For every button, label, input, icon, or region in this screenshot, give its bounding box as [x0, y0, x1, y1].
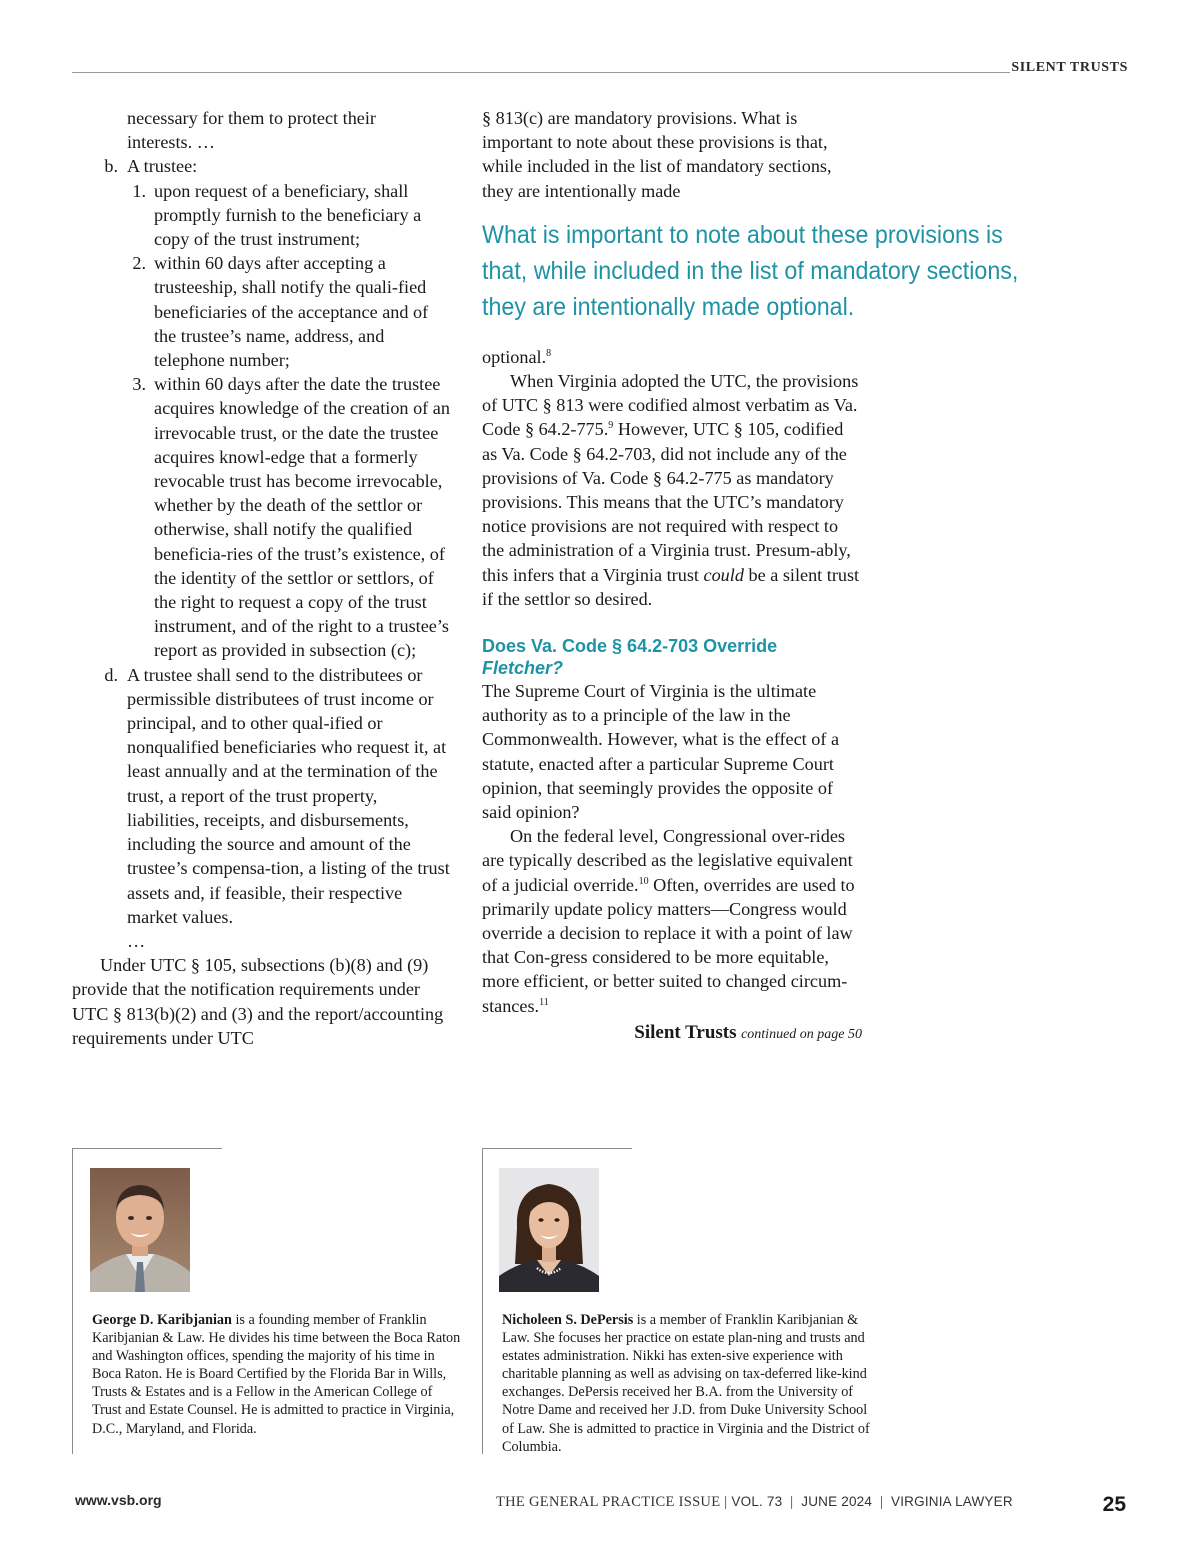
section-label: SILENT TRUSTS — [1011, 60, 1128, 75]
list-marker: b. — [104, 156, 118, 177]
footnote-ref: 8 — [546, 347, 552, 359]
left-column — [72, 106, 450, 1050]
list-item-text: within 60 days after the date the trustee acquires knowledge of the creation of an irrevocable trust, or the date the trustee acquires knowl-edge that a formerly revocable trust has become irrevocable, whether by the death of the settlor or otherwise, shall notify the qualified beneficia-ries of the trust’s existence, of the identity of the settlor or settlors, of the right to request a copy of the trust instrument, and of the right to a trustee’s report as provided in subsection (c); — [154, 374, 450, 661]
paragraph-supreme-court: The Supreme Court of Virginia is the ultimate authority as to a principle of the law in the Commonwealth. However, what is the effect of a statute, enacted after a particular Supreme Court opinion, that seemingly provides the opposite of said opinion? — [482, 681, 840, 823]
bio-rule-horizontal — [72, 1148, 222, 1149]
author-name: George D. Karibjanian — [92, 1312, 232, 1328]
pull-quote: What is important to note about these provisions is that, while included in the list of mandatory sections, they are intentionally made optional. — [482, 220, 1019, 321]
ellipsis: … — [127, 930, 146, 951]
bio-text: Nicholeen S. DePersis is a member of Franklin Karibjanian & Law. She focuses her practice on estate plan-ning and trusts and estates administration. Nikki has exten-sive experience with charitable planning as well as advising on tax-deferred like-kind exchanges. DePersis received her B.A. from the University of Notre Dame and received her J.D. from Duke University School of Law. She is admitted to practice in Virginia and the District of Columbia. — [502, 1312, 870, 1455]
paragraph-utc-105: Under UTC § 105, subsections (b)(8) and (9) provide that the notification requirements under UTC § 813(b)(2) and (3) and the report/accounting requirements under UTC — [72, 955, 444, 1048]
paragraph-813c: § 813(c) are mandatory provisions. What is important to note about these provisions is that, while included in the list of mandatory sections, they are intentionally made — [482, 108, 832, 201]
list-marker: 2. — [132, 253, 146, 274]
paragraph-virginia-utc: When Virginia adopted the UTC, the provisions of UTC § 813 were codified almost verbatim as Va. Code § 64.2-775.$^9$ However, UTC § 105, codified as Va. Code § 64.2-703, did not include any of the provisions of Va. Code § 64.2-775 as mandatory provisions. This means that the UTC’s mandatory notice provisions are not required with respect to the administration of a Virginia trust. Presum-ably, this infers that a Virginia trust could be a silent trust if the settlor so desired. — [482, 371, 860, 609]
footnote-ref: 10 — [638, 875, 649, 887]
author-photo — [90, 1168, 190, 1292]
list-item-text: A trustee shall send to the distributees or permissible distributees of trust income or principal, and to other qual-ified or nonqualified beneficiaries who request it, at least annually and at the termination of the trust, a report of the trust property, liabilities, receipts, and disbursements, including the source and amount of the trustee’s compensa-tion, a listing of the trust assets and, if feasible, their respective market values. — [127, 664, 450, 927]
bio-rule-vertical — [72, 1148, 73, 1454]
list-item-text: A trustee: — [127, 156, 198, 177]
continued-note: Silent Trusts continued on page 50 — [634, 1021, 862, 1043]
bio-text: George D. Karibjanian is a founding member of Franklin Karibjanian & Law. He divides his time between the Boca Raton and Washington offices, spending the majority of his time in Boca Raton. He is Board Certified by the Florida Bar in Wills, Trusts & Estates and is a Fellow in the American College of Trust and Estate Counsel. He is admitted to practice in Virginia, D.C., Maryland, and Florida. — [92, 1312, 461, 1437]
footnote-ref: 11 — [539, 996, 549, 1008]
paragraph-optional: optional.$^8$ — [482, 346, 552, 367]
list-item-d — [72, 663, 450, 929]
header-rule — [72, 72, 1010, 73]
author-portrait-icon — [90, 1168, 190, 1292]
right-column — [482, 106, 1019, 1047]
list-item-text: within 60 days after accepting a trusteeship, shall notify the quali-fied beneficiaries of the acceptance and of the trustee’s name, address, and telephone number; — [154, 253, 429, 371]
author-portrait-icon — [499, 1168, 599, 1292]
list-marker: d. — [104, 664, 118, 685]
continued-text: necessary for them to protect their interests. … — [127, 108, 376, 153]
footnote-ref: 9 — [608, 420, 614, 432]
bio-rule-vertical — [482, 1148, 483, 1454]
list-item-text: upon request of a beneficiary, shall promptly furnish to the beneficiary a copy of the trust instrument; — [154, 180, 422, 250]
footer-issue-line: THE GENERAL PRACTICE ISSUE | VOL. 73 | JUNE 2024 | VIRGINIA LAWYER — [496, 1494, 1013, 1510]
list-item-b1 — [72, 179, 450, 252]
list-item-b — [72, 154, 450, 178]
list-item-b3 — [72, 372, 450, 662]
list-marker: 1. — [132, 180, 146, 201]
page-number: 25 — [1102, 1493, 1126, 1516]
author-photo — [499, 1168, 599, 1292]
subheading: Does Va. Code § 64.2-703 Override Fletcher? — [482, 636, 778, 679]
footer-website-link[interactable]: www.vsb.org — [75, 1492, 162, 1508]
list-item-b2 — [72, 251, 450, 372]
bio-rule-horizontal — [482, 1148, 632, 1149]
list-marker: 3. — [132, 374, 146, 395]
author-name: Nicholeen S. DePersis — [502, 1312, 634, 1328]
paragraph-federal: On the federal level, Congressional over-rides are typically described as the legislative equivalent of a judicial override.$^{10}$ Often, overrides are used to primarily update policy matters—Congress would override a decision to replace it with a point of law that Con-gress considered to be more equitable, more efficient, or better suited to changed circum-stances.$^{11}$ — [482, 826, 855, 1016]
